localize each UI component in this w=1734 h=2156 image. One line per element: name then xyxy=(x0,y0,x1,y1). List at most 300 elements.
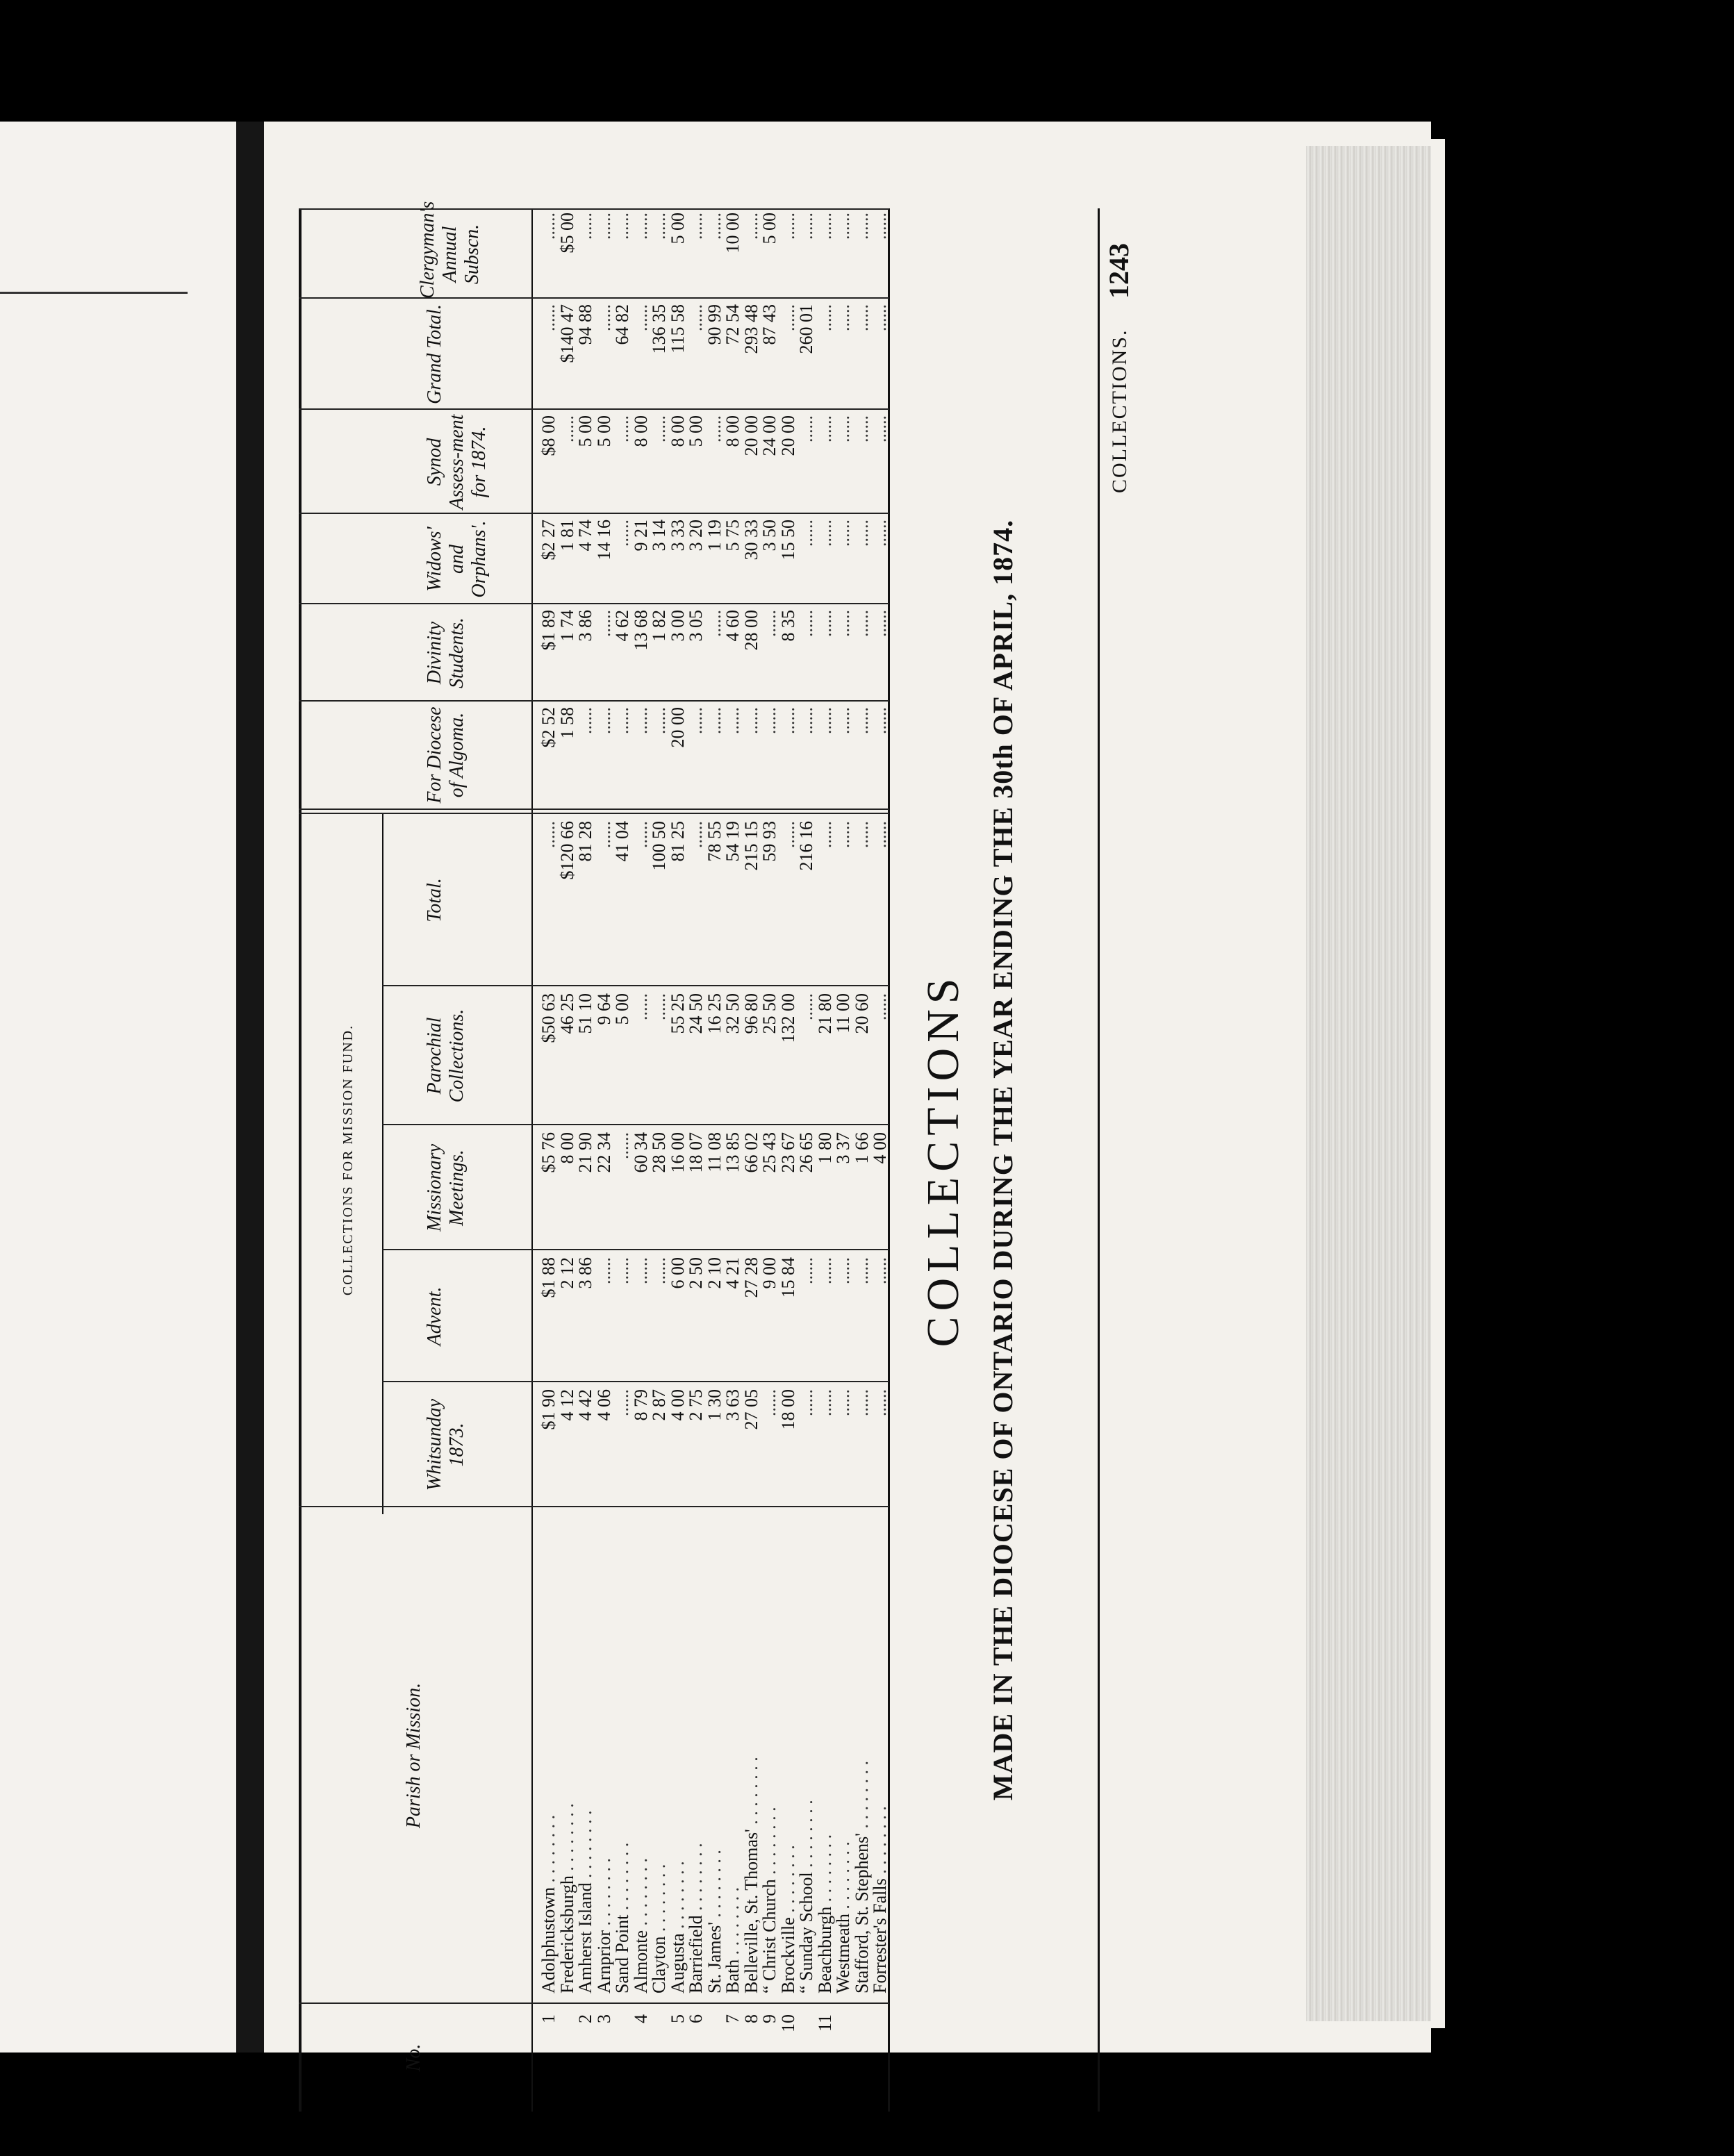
leader-dots: . . . . . . . . xyxy=(667,1861,688,1934)
cell-tot: ...... xyxy=(851,821,872,848)
header-widows: Widows' and Orphans'. xyxy=(424,520,490,598)
leader-dots: . . . . . . . . xyxy=(630,1858,651,1930)
cell-syn: ...... xyxy=(796,415,816,442)
cell-grand: $140 47 xyxy=(556,304,577,363)
cell-parish: Barriefield . . . . . . . . xyxy=(686,1843,706,1993)
cell-miss: 28 50 xyxy=(649,1132,669,1173)
cell-grand: ...... xyxy=(851,304,872,331)
cell-miss: 1 80 xyxy=(814,1132,835,1164)
cell-tot: 54 19 xyxy=(722,821,743,862)
cell-whit: ...... xyxy=(612,1389,632,1416)
page-title: COLLECTIONS xyxy=(918,972,968,1348)
cell-grand: 64 82 xyxy=(612,304,632,345)
cell-grand: ...... xyxy=(814,304,835,331)
table-row xyxy=(668,208,688,2112)
cell-alg: $2 52 xyxy=(538,707,559,748)
leader-dots: . . . . . . . . xyxy=(777,1845,798,1918)
table-row xyxy=(704,208,725,2112)
table-top-rule xyxy=(299,208,302,2112)
cell-adv: ...... xyxy=(630,1257,651,1284)
leader-dots: . . . . . . . . xyxy=(538,1814,559,1887)
cell-paro: 51 10 xyxy=(575,993,595,1034)
leader-dots: . . . . . . . . xyxy=(833,1841,853,1914)
cell-wid: 3 33 xyxy=(667,520,688,552)
cell-adv: ...... xyxy=(593,1257,614,1284)
page-number: 1243 xyxy=(1103,243,1134,299)
cell-whit: 4 12 xyxy=(556,1389,577,1421)
cell-paro: 24 50 xyxy=(686,993,706,1034)
facing-page-rule xyxy=(0,292,188,294)
cell-subs: ...... xyxy=(593,213,614,240)
cell-subs: ...... xyxy=(851,213,872,240)
cell-wid: 1 81 xyxy=(556,520,577,552)
cell-wid: ...... xyxy=(870,520,890,547)
cell-alg: ...... xyxy=(704,707,725,734)
cell-subs: 5 00 xyxy=(667,213,688,244)
cell-subs: ...... xyxy=(649,213,669,240)
cell-adv: 9 00 xyxy=(759,1257,779,1289)
cell-parish: Beachburgh . . . . . . . . xyxy=(814,1834,835,1993)
cell-whit: ...... xyxy=(870,1389,890,1416)
cell-no: 5 xyxy=(667,2014,688,2023)
cell-syn: $8 00 xyxy=(538,415,559,456)
cell-alg: ...... xyxy=(833,707,853,734)
cell-wid: 15 50 xyxy=(777,520,798,561)
cell-wid: 9 21 xyxy=(630,520,651,552)
cell-paro: 25 50 xyxy=(759,993,779,1034)
running-header xyxy=(1103,208,1157,2112)
cell-syn: ...... xyxy=(851,415,872,442)
cell-alg: ...... xyxy=(593,707,614,734)
cell-adv: 27 28 xyxy=(741,1257,761,1298)
cell-paro: 21 80 xyxy=(814,993,835,1034)
cell-grand: ...... xyxy=(777,304,798,331)
cell-div: ...... xyxy=(704,610,725,637)
cell-paro: 9 64 xyxy=(593,993,614,1025)
cell-subs: ...... xyxy=(777,213,798,240)
cell-wid: 3 50 xyxy=(759,520,779,552)
cell-tot: $120 66 xyxy=(556,821,577,880)
cell-parish: “ Sunday School . . . . . . . . xyxy=(796,1800,816,1993)
cell-whit: 4 06 xyxy=(593,1389,614,1421)
cell-alg: ...... xyxy=(796,707,816,734)
cell-subs: ...... xyxy=(833,213,853,240)
cell-div: 8 35 xyxy=(777,610,798,642)
header-whitsunday: Whitsunday 1873. xyxy=(424,1398,468,1491)
cell-tot: 81 25 xyxy=(667,821,688,862)
cell-parish: Bath . . . . . . . . xyxy=(722,1886,743,1993)
cell-whit: ...... xyxy=(833,1389,853,1416)
cell-paro: ...... xyxy=(630,993,651,1020)
cell-parish: “ Christ Church . . . . . . . . xyxy=(759,1807,779,1993)
anchor xyxy=(278,1528,279,1529)
cell-syn: 20 00 xyxy=(777,415,798,456)
cell-miss: 60 34 xyxy=(630,1132,651,1173)
cell-miss: ...... xyxy=(612,1132,632,1159)
cell-wid: ...... xyxy=(851,520,872,547)
page-margin xyxy=(1431,139,1445,2028)
cell-miss: 16 00 xyxy=(667,1132,688,1173)
cell-tot: ...... xyxy=(538,821,559,848)
leader-dots: . . . . . . . . xyxy=(870,1806,890,1879)
header-missionary: Missionary Meetings. xyxy=(424,1144,468,1232)
cell-adv: ...... xyxy=(796,1257,816,1284)
cell-adv: ...... xyxy=(649,1257,669,1284)
cell-grand: 72 54 xyxy=(722,304,743,345)
cell-wid: 14 16 xyxy=(593,520,614,561)
cell-syn: ...... xyxy=(556,415,577,442)
header-total: Total. xyxy=(424,878,445,922)
table-row xyxy=(594,208,614,2112)
cell-no: 10 xyxy=(777,2014,798,2032)
table-row xyxy=(575,208,595,2112)
cell-paro: 20 60 xyxy=(851,993,872,1034)
table-row xyxy=(649,208,669,2112)
cell-div: 4 62 xyxy=(612,610,632,642)
cell-whit: 3 63 xyxy=(722,1389,743,1421)
cell-div: ...... xyxy=(870,610,890,637)
table-row xyxy=(722,208,743,2112)
cell-parish: Forrester's Falls . . . . . . . . xyxy=(870,1806,890,1993)
cell-div: ...... xyxy=(833,610,853,637)
cell-alg: ...... xyxy=(612,707,632,734)
table-row xyxy=(612,208,632,2112)
cell-grand: 87 43 xyxy=(759,304,779,345)
cell-paro: 16 25 xyxy=(704,993,725,1034)
header-rule xyxy=(1098,208,1100,2112)
cell-whit: ...... xyxy=(759,1389,779,1416)
cell-subs: ...... xyxy=(538,213,559,240)
cell-alg: ...... xyxy=(851,707,872,734)
cell-alg: ...... xyxy=(722,707,743,734)
cell-tot: ...... xyxy=(870,821,890,848)
cell-div: 13 68 xyxy=(630,610,651,651)
cell-syn: 20 00 xyxy=(741,415,761,456)
cell-tot: ...... xyxy=(814,821,835,848)
cell-adv: ...... xyxy=(870,1257,890,1284)
cell-paro: 55 25 xyxy=(667,993,688,1034)
facing-page xyxy=(0,122,236,2053)
cell-div: 1 74 xyxy=(556,610,577,642)
cell-tot: 216 16 xyxy=(796,821,816,871)
leader-dots: . . . . . . . . xyxy=(593,1858,614,1931)
cell-adv: 4 21 xyxy=(722,1257,743,1289)
cell-grand: 90 99 xyxy=(704,304,725,345)
page-subtitle: MADE IN THE DIOCESE OF ONTARIO DURING THE YEAR ENDING THE 30th OF APRIL, 1874. xyxy=(987,519,1018,1801)
cell-div: ...... xyxy=(814,610,835,637)
cell-wid: ...... xyxy=(833,520,853,547)
header-parochial: Parochial Collections. xyxy=(424,1009,468,1103)
cell-alg: ...... xyxy=(777,707,798,734)
leader-dots: . . . . . . . . xyxy=(741,1757,761,1830)
cell-miss: 22 34 xyxy=(593,1132,614,1173)
cell-syn: ...... xyxy=(870,415,890,442)
cell-parish: Arnprior . . . . . . . . xyxy=(593,1858,614,1993)
table-row xyxy=(686,208,706,2112)
cell-div: 3 05 xyxy=(686,610,706,642)
cell-adv: ...... xyxy=(833,1257,853,1284)
cell-subs: ...... xyxy=(870,213,890,240)
cell-syn: 24 00 xyxy=(759,415,779,456)
header-algoma: For Diocese of Algoma. xyxy=(424,706,468,804)
cell-whit: 1 30 xyxy=(704,1389,725,1421)
leader-dots: . . . . . . . . xyxy=(704,1850,725,1923)
cell-no: 8 xyxy=(741,2014,761,2023)
cell-whit: 27 05 xyxy=(741,1389,761,1430)
cell-alg: ...... xyxy=(630,707,651,734)
cell-parish: Sand Point . . . . . . . . xyxy=(612,1842,632,1993)
cell-no: 9 xyxy=(759,2014,779,2023)
cell-miss: 1 66 xyxy=(851,1132,872,1164)
cell-subs: ...... xyxy=(814,213,835,240)
cell-paro: 32 50 xyxy=(722,993,743,1034)
cell-wid: 4 74 xyxy=(575,520,595,552)
cell-subs: ...... xyxy=(575,213,595,240)
cell-div: 3 86 xyxy=(575,610,595,642)
cell-wid: 3 20 xyxy=(686,520,706,552)
cell-wid: 30 33 xyxy=(741,520,761,561)
cell-parish: Adolphustown . . . . . . . . xyxy=(538,1814,559,1993)
table-row xyxy=(538,208,559,2112)
header-no: No. xyxy=(403,2043,424,2072)
cell-syn: 8 00 xyxy=(667,415,688,447)
cell-adv: 15 84 xyxy=(777,1257,798,1298)
header-grand: Grand Total. xyxy=(424,304,445,404)
cell-adv: ...... xyxy=(612,1257,632,1284)
cell-tot: 59 93 xyxy=(759,821,779,862)
cell-alg: ...... xyxy=(814,707,835,734)
group-underline xyxy=(382,813,383,1514)
table-row xyxy=(778,208,798,2112)
cell-paro: 46 25 xyxy=(556,993,577,1034)
cell-grand: 94 88 xyxy=(575,304,595,345)
cell-paro: ...... xyxy=(649,993,669,1020)
cell-wid: 5 75 xyxy=(722,520,743,552)
cell-paro: 11 00 xyxy=(833,993,853,1034)
table-row xyxy=(870,208,890,2112)
cell-adv: 2 10 xyxy=(704,1257,725,1289)
leader-dots: . . . . . . . . xyxy=(575,1810,595,1883)
table-row xyxy=(741,208,761,2112)
cell-miss: $5 76 xyxy=(538,1132,559,1173)
cell-no: 2 xyxy=(575,2014,595,2023)
table-row xyxy=(759,208,779,2112)
table-row xyxy=(557,208,577,2112)
cell-adv: 2 12 xyxy=(556,1257,577,1289)
leader-dots: . . . . . . . . xyxy=(814,1834,835,1907)
table-row xyxy=(833,208,853,2112)
cell-div: ...... xyxy=(593,610,614,637)
cell-grand: ...... xyxy=(538,304,559,331)
running-head: COLLECTIONS. xyxy=(1108,329,1131,493)
cell-paro: ...... xyxy=(870,993,890,1020)
cell-tot: 81 28 xyxy=(575,821,595,862)
cell-subs: ...... xyxy=(686,213,706,240)
cell-adv: 3 86 xyxy=(575,1257,595,1289)
cell-whit: ...... xyxy=(851,1389,872,1416)
cell-div: 4 60 xyxy=(722,610,743,642)
cell-parish: Amherst Island . . . . . . . . xyxy=(575,1810,595,1993)
cell-alg: ...... xyxy=(686,707,706,734)
cell-miss: 13 85 xyxy=(722,1132,743,1173)
cell-div: $1 89 xyxy=(538,610,559,651)
cell-miss: 4 00 xyxy=(870,1132,890,1164)
table-row xyxy=(852,208,872,2112)
cell-wid: 1 19 xyxy=(704,520,725,552)
cell-tot: ...... xyxy=(777,821,798,848)
cell-wid: ...... xyxy=(814,520,835,547)
cell-wid: ...... xyxy=(612,520,632,547)
collections-table xyxy=(299,201,910,2112)
leader-dots: . . . . . . . . xyxy=(686,1843,706,1916)
cell-grand: ...... xyxy=(870,304,890,331)
cell-miss: 23 67 xyxy=(777,1132,798,1173)
cell-tot: ...... xyxy=(686,821,706,848)
cell-no: 1 xyxy=(538,2014,559,2023)
cell-subs: ...... xyxy=(796,213,816,240)
table-row xyxy=(796,208,816,2112)
cell-syn: ...... xyxy=(649,415,669,442)
cell-miss: 66 02 xyxy=(741,1132,761,1173)
cell-syn: ...... xyxy=(704,415,725,442)
cell-tot: ...... xyxy=(593,821,614,848)
cell-whit: 4 42 xyxy=(575,1389,595,1421)
header-clergy-subs: Clergyman's Annual Subscn. xyxy=(417,201,483,299)
cell-subs: 5 00 xyxy=(759,213,779,244)
cell-syn: ...... xyxy=(814,415,835,442)
cell-grand: 293 48 xyxy=(741,304,761,354)
cell-grand: ...... xyxy=(593,304,614,331)
cell-parish: Brockville . . . . . . . . xyxy=(777,1845,798,1993)
cell-alg: ...... xyxy=(741,707,761,734)
cell-tot: 100 50 xyxy=(649,821,669,871)
cell-alg: ...... xyxy=(759,707,779,734)
header-underline xyxy=(531,208,533,2112)
cell-subs: ...... xyxy=(630,213,651,240)
cell-syn: 8 00 xyxy=(630,415,651,447)
cell-grand: 260 01 xyxy=(796,304,816,354)
cell-adv: 6 00 xyxy=(667,1257,688,1289)
cell-alg: 1 58 xyxy=(556,707,577,739)
cell-whit: 2 75 xyxy=(686,1389,706,1421)
cell-grand: 115 58 xyxy=(667,304,688,354)
rotated-page-content xyxy=(278,201,1181,2112)
cell-parish: Augusta . . . . . . . . xyxy=(667,1861,688,1993)
cell-adv: $1 88 xyxy=(538,1257,559,1298)
cell-adv: 2 50 xyxy=(686,1257,706,1289)
header-parish: Parish or Mission. xyxy=(403,1682,424,1829)
cell-syn: 8 00 xyxy=(722,415,743,447)
cell-whit: ...... xyxy=(796,1389,816,1416)
cell-parish: Westmeath . . . . . . . . xyxy=(833,1841,853,1993)
cell-miss: 26 65 xyxy=(796,1132,816,1173)
cell-whit: 18 00 xyxy=(777,1389,798,1430)
cell-tot: 78 55 xyxy=(704,821,725,862)
cell-parish: St. James' . . . . . . . . xyxy=(704,1850,725,1993)
cell-div: 1 82 xyxy=(649,610,669,642)
cell-subs: $5 00 xyxy=(556,213,577,254)
cell-grand: ...... xyxy=(833,304,853,331)
cell-paro: $50 63 xyxy=(538,993,559,1043)
cell-tot: ...... xyxy=(833,821,853,848)
cell-grand: 136 35 xyxy=(649,304,669,354)
cell-div: ...... xyxy=(759,610,779,637)
cell-div: ...... xyxy=(796,610,816,637)
cell-miss: 25 43 xyxy=(759,1132,779,1173)
cell-adv: ...... xyxy=(814,1257,835,1284)
cell-parish: Fredericksburgh . . . . . . . . xyxy=(556,1803,577,1993)
cell-whit: $1 90 xyxy=(538,1389,559,1430)
cell-whit: ...... xyxy=(814,1389,835,1416)
cell-grand: ...... xyxy=(630,304,651,331)
cell-miss: 21 90 xyxy=(575,1132,595,1173)
cell-paro: ...... xyxy=(796,993,816,1020)
cell-tot: 215 15 xyxy=(741,821,761,871)
cell-paro: 132 00 xyxy=(777,993,798,1043)
page-edges xyxy=(1306,146,1438,2021)
cell-subs: 10 00 xyxy=(722,213,743,254)
cell-no: 6 xyxy=(686,2014,706,2023)
cell-miss: 11 08 xyxy=(704,1132,725,1172)
cell-subs: ...... xyxy=(704,213,725,240)
cell-paro: 5 00 xyxy=(612,993,632,1025)
cell-wid: $2 27 xyxy=(538,520,559,561)
leader-dots: . . . . . . . . xyxy=(759,1807,779,1880)
cell-syn: 5 00 xyxy=(593,415,614,447)
cell-no: 3 xyxy=(593,2014,614,2023)
cell-wid: 3 14 xyxy=(649,520,669,552)
cell-paro: 96 80 xyxy=(741,993,761,1034)
cell-whit: 4 00 xyxy=(667,1389,688,1421)
cell-no: 4 xyxy=(630,2014,651,2023)
leader-dots: . . . . . . . . xyxy=(722,1886,743,1959)
cell-alg: ...... xyxy=(870,707,890,734)
cell-parish: Stafford, St. Stephens' . . . . . . . . xyxy=(851,1761,872,1993)
cell-alg: ...... xyxy=(649,707,669,734)
cell-syn: ...... xyxy=(833,415,853,442)
cell-wid: ...... xyxy=(796,520,816,547)
cell-parish: Clayton . . . . . . . . xyxy=(649,1864,669,1993)
table-row xyxy=(815,208,835,2112)
cell-whit: 2 87 xyxy=(649,1389,669,1421)
cell-subs: ...... xyxy=(612,213,632,240)
leader-dots: . . . . . . . . xyxy=(556,1803,577,1876)
header-synod: Synod Assess-ment for 1874. xyxy=(424,414,490,510)
cell-miss: 8 00 xyxy=(556,1132,577,1164)
cell-grand: ...... xyxy=(686,304,706,331)
leader-dots: . . . . . . . . xyxy=(649,1864,669,1937)
cell-alg: 20 00 xyxy=(667,707,688,748)
book-gutter xyxy=(236,122,264,2053)
cell-adv: ...... xyxy=(851,1257,872,1284)
cell-syn: 5 00 xyxy=(686,415,706,447)
header-advent: Advent. xyxy=(424,1286,445,1346)
cell-subs: ...... xyxy=(741,213,761,240)
cell-tot: 41 04 xyxy=(612,821,632,862)
cell-div: 28 00 xyxy=(741,610,761,651)
group-mission-fund: COLLECTIONS FOR MISSION FUND. xyxy=(340,1024,356,1296)
leader-dots: . . . . . . . . xyxy=(796,1800,816,1873)
cell-parish: Belleville, St. Thomas' . . . . . . . . xyxy=(741,1757,761,1993)
cell-parish: Almonte . . . . . . . . xyxy=(630,1858,651,1993)
cell-no: 7 xyxy=(722,2014,743,2023)
leader-dots: . . . . . . . . xyxy=(612,1842,632,1915)
cell-tot: ...... xyxy=(630,821,651,848)
leader-dots: . . . . . . . . xyxy=(851,1761,872,1834)
cell-no: 11 xyxy=(814,2014,835,2032)
cell-syn: ...... xyxy=(612,415,632,442)
cell-miss: 3 37 xyxy=(833,1132,853,1164)
